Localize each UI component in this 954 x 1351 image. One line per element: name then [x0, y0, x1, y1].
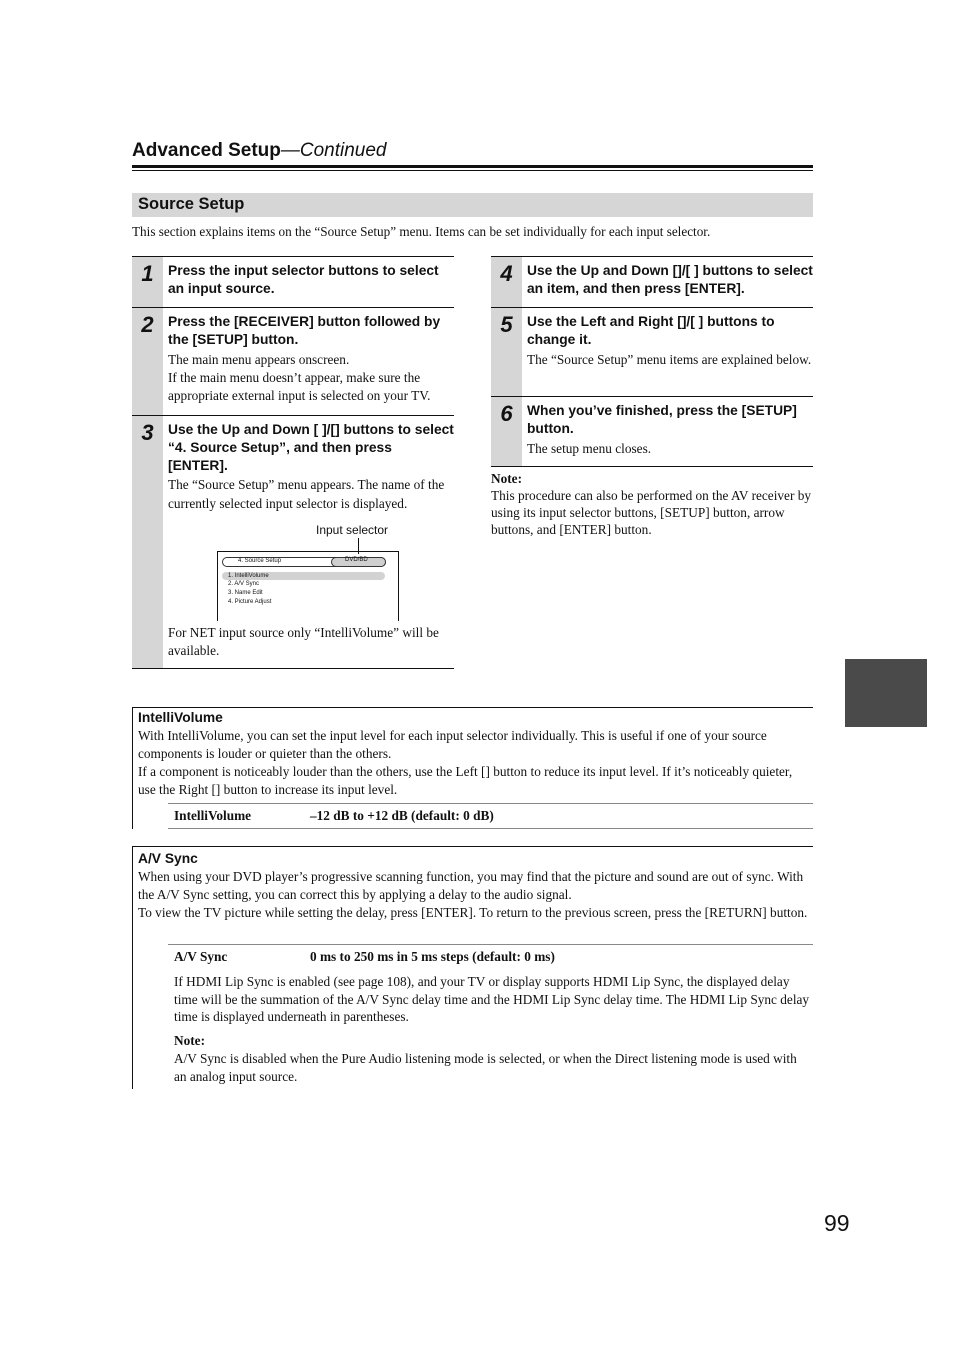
avsync-heading: A/V Sync — [138, 851, 198, 866]
menu-item: 4. Picture Adjust — [228, 599, 272, 605]
step-body: If the main menu doesn’t appear, make sure the appropriate external input is selected on your TV. — [168, 369, 431, 403]
section-title: Source Setup — [138, 195, 245, 213]
intellivolume-setting-name: IntelliVolume — [174, 808, 252, 823]
intellivolume-setting-value: –12 dB to +12 dB (default: 0 dB) — [310, 808, 494, 823]
intellivolume-heading: IntelliVolume — [138, 710, 223, 725]
menu-item: 2. A/V Sync — [228, 581, 260, 587]
avsync-section — [138, 850, 810, 922]
step-body: The main menu appears onscreen. — [168, 351, 350, 367]
step-body: The “Source Setup” menu appears. The name of the currently selected input selector is displayed. — [168, 477, 445, 511]
step-number: 5 — [500, 312, 513, 337]
avsync-note-text: A/V Sync is disabled when the Pure Audio listening mode is selected, or when the Direct listening mode is used with an analog input source. — [174, 1050, 797, 1084]
input-selector-callout: Input selector — [316, 523, 389, 537]
intellivolume-paragraph: With IntelliVolume, you can set the input level for each input selector individually. This is useful if one of your source components is louder or quieter than the others. — [138, 728, 767, 761]
step-body: The setup menu closes. — [527, 440, 652, 456]
step-3 — [132, 415, 454, 668]
avsync-setting-name: A/V Sync — [174, 949, 228, 964]
menu-item: 1. IntelliVolume — [228, 573, 269, 579]
step-number: 4 — [500, 261, 513, 286]
section-intro: This section explains items on the “Source Setup” menu. Items can be set individually for each input selector. — [132, 224, 711, 239]
steps-bottom-rule — [132, 668, 454, 669]
step-instruction: Use the Up and Down [ ]/[] buttons to select “4. Source Setup”, and then press [ENTER]. — [168, 422, 454, 473]
menu-item: 3. Name Edit — [228, 590, 263, 596]
step-2 — [132, 307, 454, 415]
header-rule — [132, 165, 813, 168]
avsync-detail-text: If HDMI Lip Sync is enabled (see page 108), and your TV or display supports HDMI Lip Sync, the displayed delay time will be the summation of the A/V Sync delay time and the HDMI Lip Sync delay time. The HDMI Lip Sync delay time is displayed underneath in parentheses. — [174, 974, 810, 1025]
step-4 — [491, 256, 813, 307]
step-instruction: Use the Left and Right []/[ ] buttons to change it. — [527, 314, 775, 347]
page-header-title: Advanced Setup—Continued — [132, 140, 387, 161]
note-label: Note: — [491, 471, 523, 486]
menu-title: 4. Source Setup — [238, 558, 282, 564]
note-text: This procedure can also be performed on the AV receiver by using its input selector buttons, [SETUP] button, arrow buttons, and [ENTER] button. — [491, 488, 811, 537]
menu-selector-value: DVD/BD — [345, 557, 368, 563]
avsync-paragraph: When using your DVD player’s progressive scanning function, you may find that the picture and sound are out of sync. With the A/V Sync setting, you can correct this by applying a delay to the audio signal. — [138, 869, 804, 902]
avsync-top-rule — [132, 846, 813, 847]
page-number: 99 — [824, 1210, 850, 1236]
step-6 — [491, 396, 813, 466]
step-number: 1 — [141, 261, 154, 286]
header-rule-thin — [132, 170, 813, 171]
step-instruction: When you’ve finished, press the [SETUP] button. — [527, 403, 797, 436]
avsync-paragraph: To view the TV picture while setting the delay, press [ENTER]. To return to the previous screen, press the [RETURN] button. — [138, 905, 808, 921]
avsync-note-label: Note: — [174, 1032, 206, 1048]
avsync-details — [174, 973, 810, 1085]
step-instruction: Press the input selector buttons to select an input source. — [168, 263, 439, 296]
step-instruction: Use the Up and Down []/[ ] buttons to select an item, and then press [ENTER]. — [527, 263, 813, 296]
step-body: The “Source Setup” menu items are explained below. — [527, 351, 812, 367]
step-5 — [491, 307, 813, 396]
step-number: 6 — [500, 401, 513, 426]
intellivolume-section — [138, 709, 810, 798]
intellivolume-top-rule — [132, 707, 813, 708]
procedure-note — [491, 470, 813, 539]
intellivolume-paragraph: If a component is noticeably louder than the others, use the Left [] button to reduce its input level. If it’s noticeably quieter, use the Right [] button to increase its input level. — [138, 764, 793, 797]
step-instruction: Press the [RECEIVER] button followed by the [SETUP] button. — [168, 314, 441, 347]
menu-screen-illustration — [217, 551, 399, 621]
step-1 — [132, 256, 454, 307]
step-note: For NET input source only “IntelliVolume” will be available. — [168, 625, 439, 659]
chapter-side-tab — [845, 659, 927, 727]
steps-bottom-rule — [491, 466, 813, 467]
avsync-left-rule — [132, 846, 133, 1089]
step-number: 3 — [141, 420, 154, 445]
avsync-setting-value: 0 ms to 250 ms in 5 ms steps (default: 0 ms) — [310, 949, 555, 964]
intellivolume-left-rule — [132, 707, 133, 829]
step-number: 2 — [141, 312, 154, 337]
